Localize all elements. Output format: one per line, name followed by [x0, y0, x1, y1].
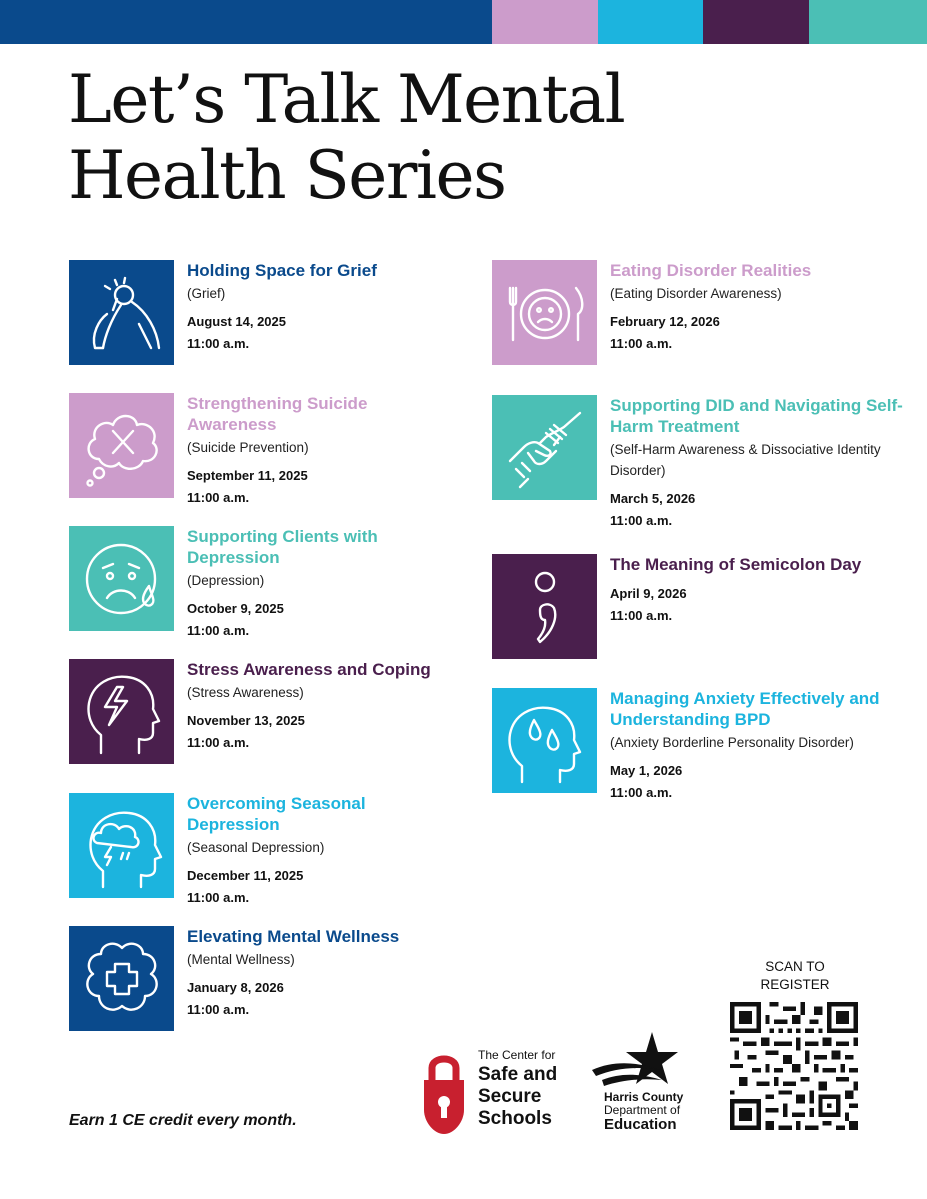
event-subtitle: (Grief) [187, 286, 226, 301]
plate-utensils-icon [500, 268, 590, 358]
crying-face-icon [77, 534, 167, 624]
registration-qr-code[interactable] [730, 1002, 858, 1130]
event-subtitle: (Depression) [187, 573, 265, 588]
head-storm-cloud-icon [77, 801, 167, 891]
event-date: December 11, 2025 [187, 868, 304, 883]
top-color-bar [0, 0, 927, 44]
event-time: 11:00 a.m. [610, 785, 673, 800]
event-time: 11:00 a.m. [187, 623, 250, 638]
logo-line: Safe and [478, 1064, 558, 1085]
scan-line-2: REGISTER [760, 977, 830, 992]
event-subtitle: (Self-Harm Awareness & Dissociative Identity Disorder) [610, 442, 881, 478]
page-title [68, 62, 624, 214]
logo-line-small: The Center for [478, 1048, 556, 1062]
event-title: Supporting Clients with Depression [187, 527, 378, 567]
event-title: The Meaning of Semicolon Day [610, 555, 862, 574]
event-icon-box [69, 260, 174, 365]
event-time: 11:00 a.m. [187, 735, 250, 750]
top-bar-navy [0, 0, 492, 44]
grieving-person-icon [77, 268, 167, 358]
title-line-1: Let’s Talk Mental [68, 61, 625, 138]
event-icon-box [69, 393, 174, 498]
logo-line: Harris County [604, 1090, 684, 1104]
event-date: February 12, 2026 [610, 314, 720, 329]
event-icon-box [69, 526, 174, 631]
event-subtitle: (Suicide Prevention) [187, 440, 309, 455]
event-time: 11:00 a.m. [187, 890, 250, 905]
scan-line-1: SCAN TO [765, 959, 825, 974]
event-date: August 14, 2025 [187, 314, 286, 329]
brain-cross-icon [77, 934, 167, 1024]
event-date: November 13, 2025 [187, 713, 305, 728]
event-subtitle: (Eating Disorder Awareness) [610, 286, 782, 301]
event-date: May 1, 2026 [610, 763, 683, 778]
event-date: April 9, 2026 [610, 586, 687, 601]
event-date: March 5, 2026 [610, 491, 696, 506]
event-date: September 11, 2025 [187, 468, 308, 483]
event-subtitle: (Anxiety Borderline Personality Disorder) [610, 735, 854, 750]
event-time: 11:00 a.m. [187, 336, 250, 351]
event-title: Overcoming Seasonal Depression [187, 794, 366, 834]
head-lightning-icon [77, 667, 167, 757]
logo-line: Education [604, 1116, 677, 1133]
head-drops-icon [500, 696, 590, 786]
event-icon-box [69, 659, 174, 764]
scan-to-register-label [736, 958, 854, 994]
event-icon-box [492, 260, 597, 365]
logo-line: Secure [478, 1086, 542, 1107]
event-icon-box [492, 395, 597, 500]
event-icon-box [69, 793, 174, 898]
semicolon-icon [500, 562, 590, 652]
event-title: Managing Anxiety Effectively and Understanding BPD [610, 689, 880, 729]
event-icon-box [69, 926, 174, 1031]
top-bar-cyan [598, 0, 703, 44]
event-title: Stress Awareness and Coping [187, 660, 431, 679]
title-line-2: Health Series [68, 137, 506, 214]
event-title: Supporting DID and Navigating Self-Harm Treatment [610, 396, 903, 436]
top-bar-lavender [492, 0, 598, 44]
center-safe-secure-schools-logo [418, 1048, 578, 1138]
padlock-icon [418, 1050, 470, 1136]
event-time: 11:00 a.m. [187, 490, 250, 505]
event-subtitle: (Mental Wellness) [187, 952, 295, 967]
star-swoosh-icon [590, 1030, 700, 1090]
thought-cloud-x-icon [77, 401, 167, 491]
top-bar-teal [809, 0, 927, 44]
helping-hands-icon [500, 403, 590, 493]
event-time: 11:00 a.m. [610, 513, 673, 528]
event-title: Elevating Mental Wellness [187, 927, 400, 946]
event-title: Holding Space for Grief [187, 261, 377, 280]
event-time: 11:00 a.m. [610, 608, 673, 623]
event-subtitle: (Seasonal Depression) [187, 840, 325, 855]
logo-line: Department of [604, 1103, 681, 1117]
event-time: 11:00 a.m. [187, 1002, 250, 1017]
event-icon-box [492, 688, 597, 793]
ce-credit-note: Earn 1 CE credit every month. [69, 1112, 297, 1129]
event-subtitle: (Stress Awareness) [187, 685, 304, 700]
top-bar-plum [703, 0, 809, 44]
event-time: 11:00 a.m. [610, 336, 673, 351]
event-icon-box [492, 554, 597, 659]
event-title: Eating Disorder Realities [610, 261, 812, 280]
harris-county-dept-education-logo [590, 1030, 700, 1135]
event-title: Strengthening Suicide Awareness [187, 394, 368, 434]
event-date: January 8, 2026 [187, 980, 284, 995]
event-date: October 9, 2025 [187, 601, 284, 616]
logo-line: Schools [478, 1108, 552, 1129]
